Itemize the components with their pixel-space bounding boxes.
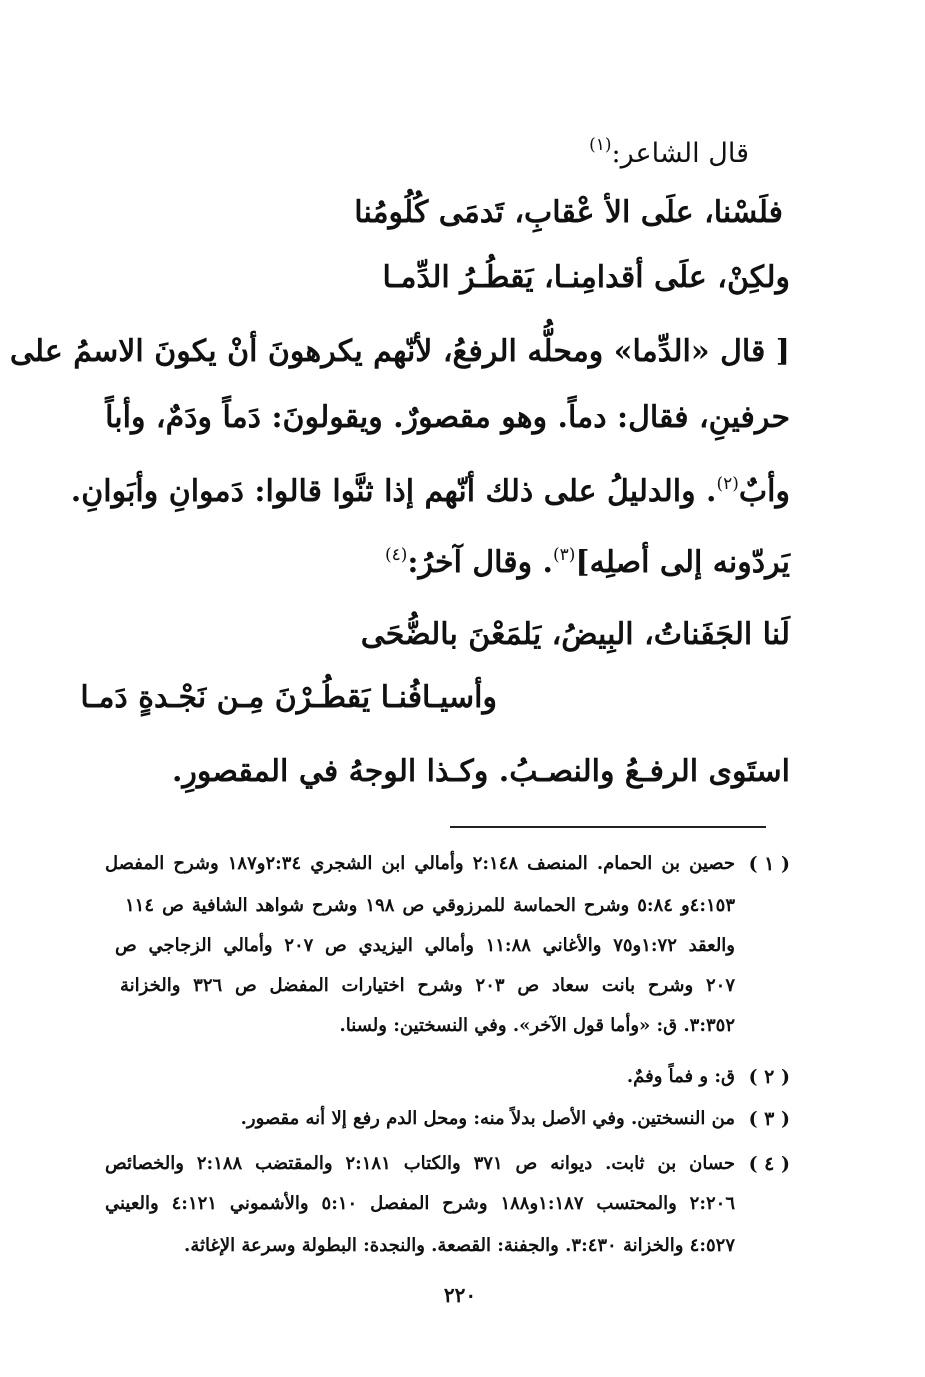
prose-line-1: [ قال «الدِّما» ومحلُّه الرفعُ، لأنّهم يكرهونَ أنْ يكونَ الاسمُ على	[9, 334, 790, 369]
footnote-ref-1: (١)	[589, 135, 612, 155]
verse-2-hemistich-b: وأسيـافُنـا يَقطُـرْنَ مِـن نَجْـدةٍ دَمـا	[80, 680, 497, 715]
poet-intro-text: قال الشاعر:	[611, 138, 749, 169]
footnote-4-line-1: حسان بن ثابت. ديوانه ص ٣٧١ والكتاب ٢:١٨١ والمقتضب ٢:١٨٨ والخصائص	[105, 1153, 736, 1174]
footnote-ref-3: (٣)	[553, 545, 576, 565]
footnote-4-number: ( ٤ )	[748, 1153, 790, 1175]
footnote-ref-2: (٢)	[716, 474, 739, 494]
footnote-2-line-1: ق: و فماً وفمٌ.	[626, 1066, 735, 1087]
footnote-1-number: ( ١ )	[748, 853, 790, 875]
verse-1-hemistich-b: ولكِنْ، علَى أقدامِنـا، يَقطُـرُ الدِّمـا	[382, 260, 790, 295]
footnote-1-line-2: ٤:١٥٣و ٥:٨٤ وشرح الحماسة للمرزوقي ص ١٩٨ وشرح شواهد الشافية ص ١١٤	[125, 895, 735, 916]
prose-line-3-end: . والدليلُ على ذلك أنّهم إذا ثنَّوا قالوا: دَموانِ وأبَوانِ.	[70, 474, 717, 509]
footnote-4-line-3: ٤:٥٢٧ والخزانة ٣:٤٣٠. والجفنة: القصعة. والنجدة: البطولة وسرعة الإغاثة.	[184, 1235, 735, 1256]
verse-2-hemistich-a: لَنا الجَفَناتُ، البِيضُ، يَلمَعْنَ بالضُّحَى	[360, 617, 790, 652]
footnote-separator	[450, 826, 766, 828]
footnote-3-line-1: من النسختين. وفي الأصل بدلاً منه: ومحل الدم رفع إلا أنه مقصور.	[240, 1108, 735, 1129]
poet-intro-1	[589, 135, 749, 169]
footnote-4-line-2: ٢:٢٠٦ والمحتسب ١:١٨٧و١٨٨ وشرح المفصل ٥:١٠ والأشموني ٤:١٢١ والعيني	[105, 1193, 735, 1214]
closing-line: استَوى الرفـعُ والنصـبُ. وكـذا الوجهُ في المقصورِ.	[171, 754, 790, 789]
footnote-3-number: ( ٣ )	[748, 1108, 790, 1130]
prose-line-4	[384, 545, 790, 580]
prose-line-4-end: . وقال آخرُ:	[407, 545, 553, 580]
footnote-1-line-5: ٣:٣٥٢. ق: «وأما قول الآخر». وفي النسختين: ولسنا.	[339, 1015, 735, 1036]
prose-line-3	[70, 474, 790, 509]
prose-line-3-start: وأبٌ	[738, 474, 790, 509]
prose-line-2: حرفينِ، فقال: دماً. وهو مقصورٌ. ويقولونَ: دَماً ودَمٌ، وأباً	[105, 400, 790, 435]
footnote-1-line-4: ٢٠٧ وشرح بانت سعاد ص ٢٠٣ وشرح اختيارات المفضل ص ٣٢٦ والخزانة	[120, 975, 735, 996]
prose-line-4-start: يَردّونه إلى أصلِه]	[575, 545, 790, 580]
verse-1-hemistich-a: فلَسْنا، علَى الأ عْقابِ، تَدمَى كُلُومُنا	[354, 195, 783, 230]
footnote-1-line-1: حصين بن الحمام. المنصف ٢:١٤٨ وأمالي ابن الشجري ٢:٣٤و١٨٧ وشرح المفصل	[105, 853, 735, 874]
footnote-2-number: ( ٢ )	[748, 1066, 790, 1088]
footnote-ref-4: (٤)	[384, 545, 408, 565]
page-number: ٢٢٠	[443, 1283, 477, 1307]
footnote-1-line-3: والعقد ١:٧٢و٧٥ والأغاني ١١:٨٨ وأمالي اليزيدي ص ٢٠٧ وأمالي الزجاجي ص	[115, 935, 736, 956]
